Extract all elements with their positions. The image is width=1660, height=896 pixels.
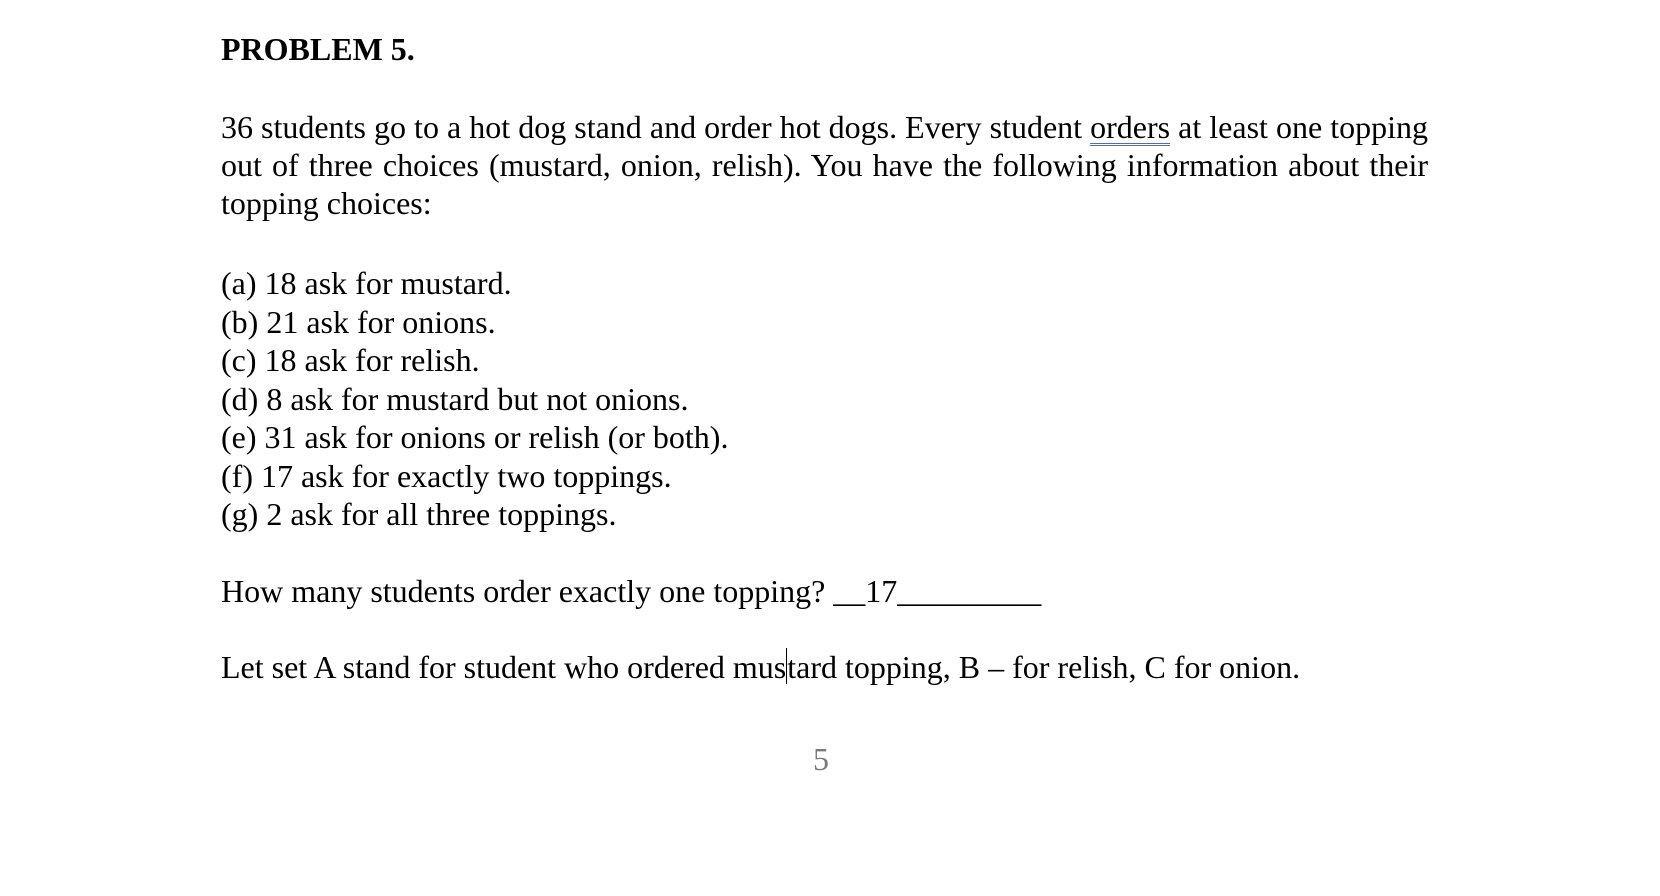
question-prompt: How many students order exactly one topping?	[221, 573, 834, 609]
condition-item: (a) 18 ask for mustard.	[221, 265, 512, 301]
question-line	[221, 572, 1041, 610]
sets-text-start: Let set A stand for student who ordered mus	[221, 649, 787, 685]
condition-item: (b) 21 ask for onions.	[221, 303, 496, 340]
intro-text-end: at least one topping out of three choices (mustard, onion, relish). You have the following information about their topping choices:	[221, 109, 1428, 221]
flagged-word[interactable]: orders	[1090, 109, 1171, 145]
page-number: 5	[813, 741, 829, 777]
sets-text-end: tard topping, B – for relish, C for onion.	[787, 649, 1301, 685]
condition-item: (g) 2 ask for all three toppings.	[221, 496, 617, 532]
condition-item: (c) 18 ask for relish.	[221, 342, 480, 378]
condition-item: (e) 31 ask for onions or relish (or both).	[221, 419, 729, 455]
problem-intro[interactable]	[221, 108, 1428, 222]
condition-item: (f) 17 ask for exactly two toppings.	[221, 457, 672, 494]
answer-field[interactable]: __17_________	[833, 573, 1042, 609]
sets-definition[interactable]	[221, 648, 1300, 686]
intro-text-start: 36 students go to a hot dog stand and order hot dogs. Every student	[221, 109, 1091, 145]
problem-title: PROBLEM 5.	[221, 31, 415, 67]
condition-item: (d) 8 ask for mustard but not onions.	[221, 380, 689, 417]
conditions-list	[221, 264, 728, 534]
